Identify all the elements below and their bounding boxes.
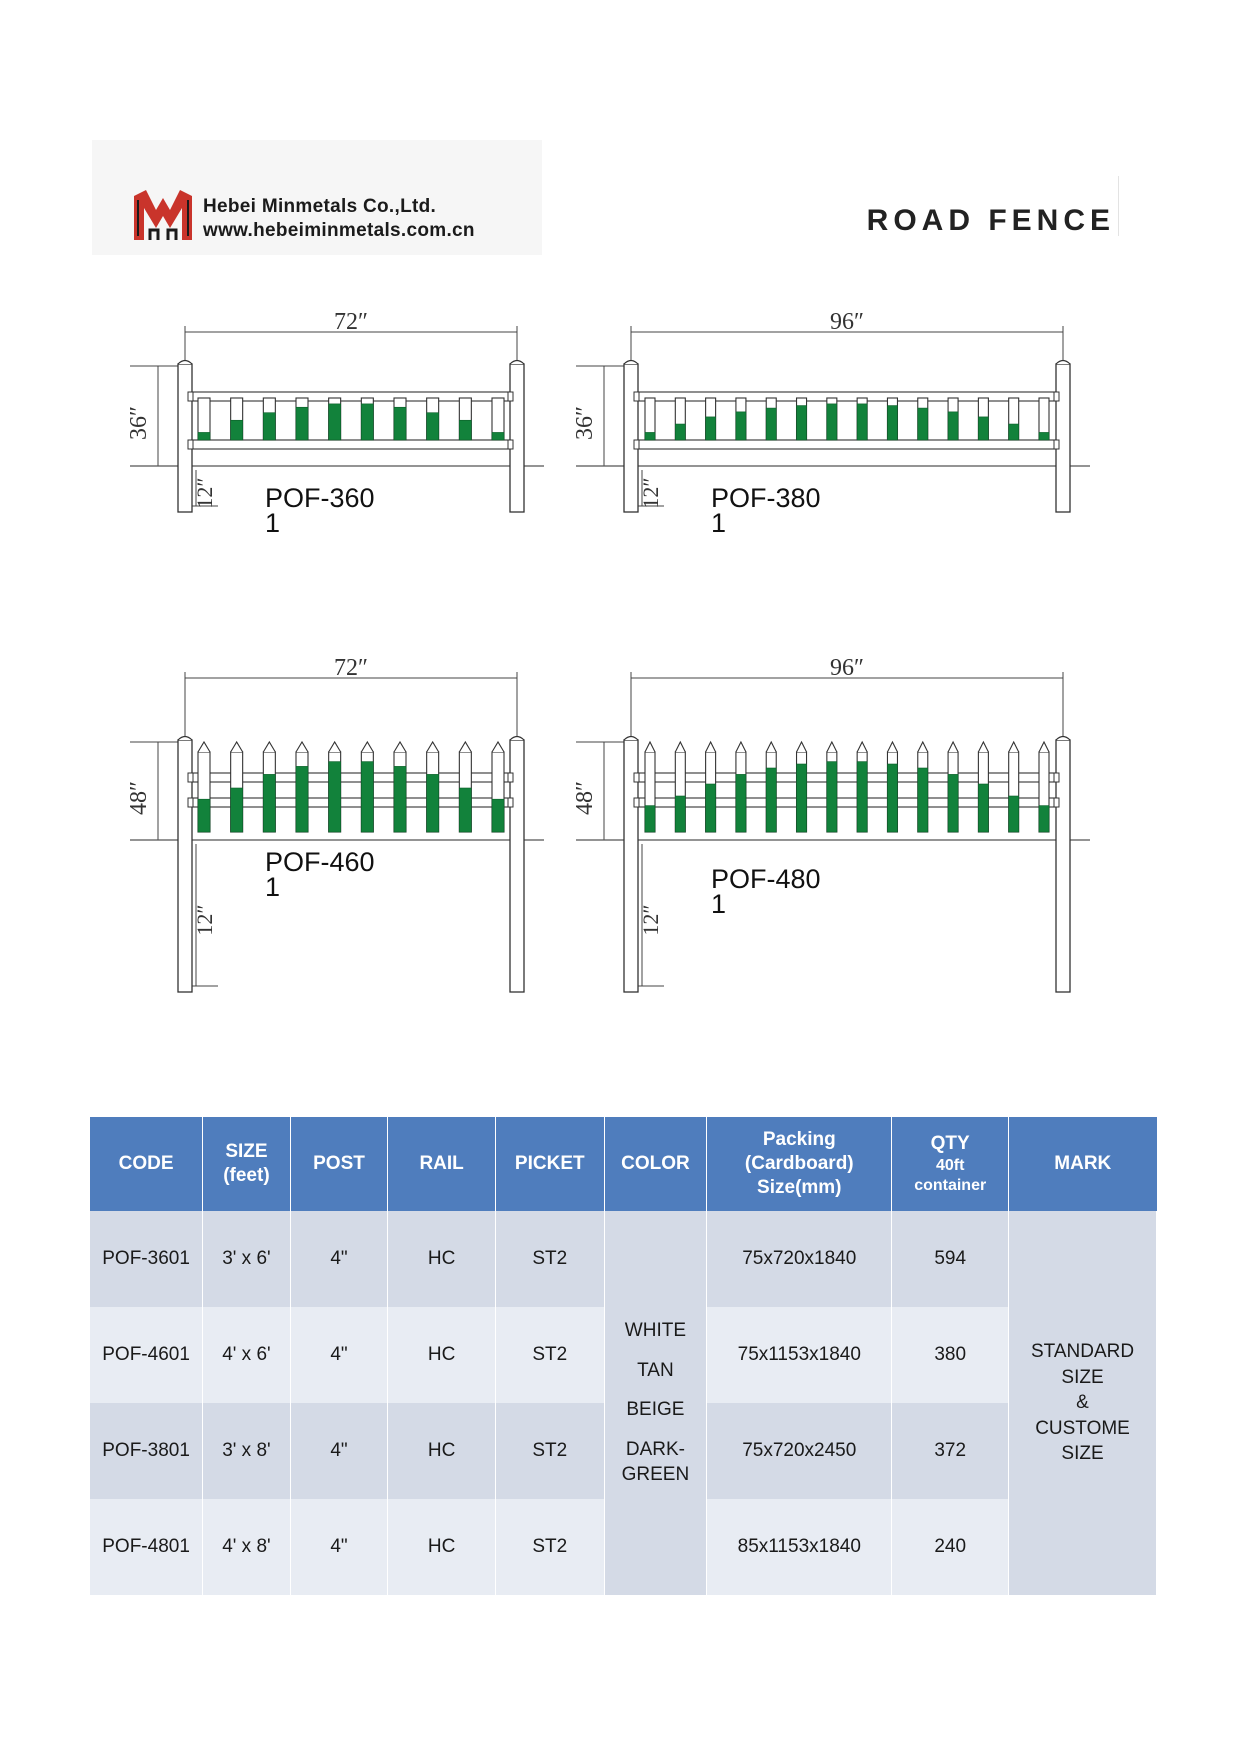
height-dimension-label: 36″ bbox=[572, 406, 598, 440]
mark-line: SIZE bbox=[1061, 1443, 1104, 1465]
picket-green-fill bbox=[361, 762, 373, 832]
table-row bbox=[90, 1211, 1157, 1307]
rail-bracket bbox=[634, 440, 639, 449]
header-qty-line1: QTY bbox=[930, 1133, 970, 1155]
cell-qty: 372 bbox=[892, 1403, 1009, 1499]
picket-point bbox=[857, 742, 867, 752]
cell-rail: HC bbox=[388, 1499, 496, 1595]
cell-post: 4" bbox=[290, 1499, 388, 1595]
model-variant-label: 1 bbox=[711, 508, 727, 538]
rail-bracket bbox=[634, 392, 639, 401]
picket-point bbox=[1039, 742, 1049, 752]
cell-size: 4' x 6' bbox=[203, 1307, 291, 1403]
model-code-label: POF-380 bbox=[711, 483, 821, 513]
picket-green-fill bbox=[329, 404, 341, 440]
picket-point bbox=[427, 742, 439, 752]
mark-line: STANDARD bbox=[1030, 1340, 1135, 1362]
fence-rail bbox=[638, 440, 1056, 449]
post-cap bbox=[624, 361, 638, 365]
cell-packing: 75x720x2450 bbox=[707, 1403, 892, 1499]
cell-size: 3' x 8' bbox=[203, 1403, 291, 1499]
rail-bracket bbox=[508, 392, 513, 401]
picket-green-fill bbox=[645, 806, 655, 832]
picket-green-fill bbox=[978, 417, 988, 440]
picket-green-fill bbox=[948, 774, 958, 832]
picket-point bbox=[675, 742, 685, 752]
cell-picket: ST2 bbox=[495, 1211, 604, 1307]
picket-green-fill bbox=[492, 799, 504, 832]
picket-point bbox=[361, 742, 373, 752]
header-rail: RAIL bbox=[388, 1117, 496, 1211]
model-variant-label: 1 bbox=[265, 508, 281, 538]
post-cap bbox=[178, 737, 192, 741]
picket-green-fill bbox=[394, 766, 406, 832]
picket-green-fill bbox=[1039, 432, 1049, 440]
header-picket: PICKET bbox=[495, 1117, 604, 1211]
picket-green-fill bbox=[918, 408, 928, 440]
cell-post: 4" bbox=[290, 1307, 388, 1403]
header-packing-line1: Packing bbox=[762, 1129, 836, 1151]
picket-point bbox=[198, 742, 210, 752]
header-size-label: SIZE bbox=[225, 1141, 268, 1163]
cell-code: POF-4601 bbox=[90, 1307, 203, 1403]
model-variant-label: 1 bbox=[711, 889, 727, 919]
picket-green-fill bbox=[736, 412, 746, 440]
rail-bracket bbox=[508, 440, 513, 449]
picket-point bbox=[736, 742, 746, 752]
picket-green-fill bbox=[766, 768, 776, 832]
picket-point bbox=[263, 742, 275, 752]
header-mark: MARK bbox=[1009, 1117, 1157, 1211]
picket-point bbox=[394, 742, 406, 752]
fence-diagram-pof-360 bbox=[126, 309, 560, 580]
picket-green-fill bbox=[675, 796, 685, 832]
rail-bracket bbox=[508, 798, 513, 807]
picket-point bbox=[231, 742, 243, 752]
ground-depth-label: 12″ bbox=[638, 477, 663, 509]
cell-qty: 240 bbox=[892, 1499, 1009, 1595]
page-title: ROAD FENCE bbox=[866, 204, 1115, 237]
picket-green-fill bbox=[296, 766, 308, 832]
picket-green-fill bbox=[706, 784, 716, 832]
picket-point bbox=[887, 742, 897, 752]
cell-picket: ST2 bbox=[495, 1403, 604, 1499]
picket-point bbox=[645, 742, 655, 752]
fence-post bbox=[178, 364, 192, 512]
cell-color-options bbox=[604, 1211, 707, 1595]
color-option-white: WHITE bbox=[624, 1319, 687, 1341]
picket-point bbox=[1009, 742, 1019, 752]
fence-diagram-pof-460 bbox=[126, 655, 560, 1016]
picket-green-fill bbox=[459, 420, 471, 440]
header-packing-line3: Size(mm) bbox=[757, 1176, 842, 1198]
model-code-label: POF-460 bbox=[265, 847, 375, 877]
cell-picket: ST2 bbox=[495, 1499, 604, 1595]
header-qty bbox=[892, 1117, 1009, 1211]
header-code: CODE bbox=[90, 1117, 203, 1211]
fence-post bbox=[624, 364, 638, 512]
picket-green-fill bbox=[887, 764, 897, 832]
post-cap bbox=[510, 737, 524, 741]
picket-point bbox=[948, 742, 958, 752]
fence-rail bbox=[638, 798, 1056, 807]
color-option-tan: TAN bbox=[637, 1359, 674, 1381]
cell-size: 3' x 6' bbox=[203, 1211, 291, 1307]
height-dimension-label: 36″ bbox=[126, 406, 152, 440]
cell-post: 4" bbox=[290, 1403, 388, 1499]
cell-post: 4" bbox=[290, 1211, 388, 1307]
cell-packing: 85x1153x1840 bbox=[707, 1499, 892, 1595]
company-name: Hebei Minmetals Co.,Ltd. bbox=[203, 196, 437, 217]
picket-green-fill bbox=[296, 407, 308, 440]
post-cap bbox=[178, 361, 192, 365]
rail-bracket bbox=[634, 773, 639, 782]
cell-rail: HC bbox=[388, 1211, 496, 1307]
color-option-dark-green: DARK-GREEN bbox=[621, 1438, 690, 1486]
header-packing-line2: (Cardboard) bbox=[744, 1153, 854, 1175]
post-cap bbox=[1056, 737, 1070, 741]
picket-point bbox=[766, 742, 776, 752]
header-qty-line2: 40ft bbox=[935, 1156, 965, 1174]
header-qty-line3: container bbox=[914, 1176, 987, 1194]
cell-qty: 380 bbox=[892, 1307, 1009, 1403]
picket-green-fill bbox=[675, 424, 685, 440]
picket-green-fill bbox=[827, 762, 837, 832]
picket-green-fill bbox=[857, 762, 867, 832]
cell-packing: 75x720x1840 bbox=[707, 1211, 892, 1307]
model-code-label: POF-360 bbox=[265, 483, 375, 513]
width-dimension-label: 72″ bbox=[334, 309, 368, 335]
rail-bracket bbox=[1054, 440, 1059, 449]
picket-point bbox=[459, 742, 471, 752]
company-website[interactable]: www.hebeiminmetals.com.cn bbox=[203, 220, 475, 241]
picket-green-fill bbox=[263, 413, 275, 440]
cell-rail: HC bbox=[388, 1403, 496, 1499]
fence-rail bbox=[638, 392, 1056, 401]
rail-bracket bbox=[188, 773, 193, 782]
picket-green-fill bbox=[198, 799, 210, 832]
picket-green-fill bbox=[857, 404, 867, 440]
width-dimension-label: 96″ bbox=[830, 655, 864, 681]
header-color: COLOR bbox=[604, 1117, 707, 1211]
fence-rail bbox=[192, 440, 510, 449]
cell-rail: HC bbox=[388, 1307, 496, 1403]
picket-point bbox=[329, 742, 341, 752]
picket-green-fill bbox=[427, 413, 439, 440]
ground-depth-label: 12″ bbox=[192, 904, 217, 936]
post-cap bbox=[624, 737, 638, 741]
picket-point bbox=[492, 742, 504, 752]
mark-line: & bbox=[1076, 1392, 1089, 1414]
header-size-unit: (feet) bbox=[223, 1165, 270, 1186]
fence-post bbox=[1056, 364, 1070, 512]
picket-point bbox=[827, 742, 837, 752]
mark-line: SIZE bbox=[1061, 1366, 1104, 1388]
picket-green-fill bbox=[231, 420, 243, 440]
fence-diagram-pof-480 bbox=[572, 655, 1106, 1016]
fence-post bbox=[510, 364, 524, 512]
company-logo bbox=[130, 186, 196, 244]
table-header-row bbox=[90, 1117, 1157, 1211]
picket-green-fill bbox=[231, 788, 243, 832]
spec-table bbox=[90, 1117, 1157, 1595]
picket-point bbox=[296, 742, 308, 752]
rail-bracket bbox=[1054, 773, 1059, 782]
picket-green-fill bbox=[827, 404, 837, 440]
rail-bracket bbox=[188, 392, 193, 401]
cell-mark bbox=[1009, 1211, 1157, 1595]
rail-bracket bbox=[1054, 392, 1059, 401]
ground-depth-label: 12″ bbox=[638, 904, 663, 936]
height-dimension-label: 48″ bbox=[572, 781, 598, 815]
cell-picket: ST2 bbox=[495, 1307, 604, 1403]
cell-code: POF-3801 bbox=[90, 1403, 203, 1499]
model-code-label: POF-480 bbox=[711, 864, 821, 894]
rail-bracket bbox=[188, 798, 193, 807]
ground-depth-label: 12″ bbox=[192, 477, 217, 509]
picket-point bbox=[918, 742, 928, 752]
post-cap bbox=[1056, 361, 1070, 365]
picket-green-fill bbox=[1009, 796, 1019, 832]
fence-diagram-pof-380 bbox=[572, 309, 1106, 580]
rail-bracket bbox=[634, 798, 639, 807]
picket-green-fill bbox=[394, 407, 406, 440]
rail-bracket bbox=[508, 773, 513, 782]
header-size bbox=[203, 1117, 291, 1211]
cell-packing: 75x1153x1840 bbox=[707, 1307, 892, 1403]
picket-point bbox=[797, 742, 807, 752]
picket-green-fill bbox=[978, 784, 988, 832]
fence-rail bbox=[638, 773, 1056, 782]
rail-bracket bbox=[1054, 798, 1059, 807]
model-variant-label: 1 bbox=[265, 872, 281, 902]
picket-green-fill bbox=[948, 412, 958, 440]
picket-green-fill bbox=[329, 762, 341, 832]
picket-green-fill bbox=[736, 774, 746, 832]
picket-green-fill bbox=[263, 774, 275, 832]
picket-green-fill bbox=[797, 764, 807, 832]
header-packing bbox=[707, 1117, 892, 1211]
picket-green-fill bbox=[645, 432, 655, 440]
picket-green-fill bbox=[887, 406, 897, 440]
cell-code: POF-3601 bbox=[90, 1211, 203, 1307]
picket-green-fill bbox=[706, 417, 716, 440]
picket-green-fill bbox=[797, 406, 807, 440]
post-cap bbox=[510, 361, 524, 365]
header-post: POST bbox=[290, 1117, 388, 1211]
cell-code: POF-4801 bbox=[90, 1499, 203, 1595]
cell-qty: 594 bbox=[892, 1211, 1009, 1307]
picket-green-fill bbox=[361, 404, 373, 440]
color-option-beige: BEIGE bbox=[626, 1399, 685, 1421]
height-dimension-label: 48″ bbox=[126, 781, 152, 815]
cell-size: 4' x 8' bbox=[203, 1499, 291, 1595]
picket-green-fill bbox=[198, 432, 210, 440]
picket-point bbox=[706, 742, 716, 752]
picket-green-fill bbox=[766, 408, 776, 440]
picket-green-fill bbox=[459, 788, 471, 832]
picket-green-fill bbox=[1009, 424, 1019, 440]
width-dimension-label: 72″ bbox=[334, 655, 368, 681]
title-divider bbox=[1118, 176, 1119, 236]
mark-line: CUSTOME bbox=[1035, 1417, 1130, 1439]
picket-green-fill bbox=[427, 774, 439, 832]
picket-green-fill bbox=[492, 432, 504, 440]
picket-green-fill bbox=[1039, 806, 1049, 832]
picket-point bbox=[978, 742, 988, 752]
picket-green-fill bbox=[918, 768, 928, 832]
width-dimension-label: 96″ bbox=[830, 309, 864, 335]
rail-bracket bbox=[188, 440, 193, 449]
